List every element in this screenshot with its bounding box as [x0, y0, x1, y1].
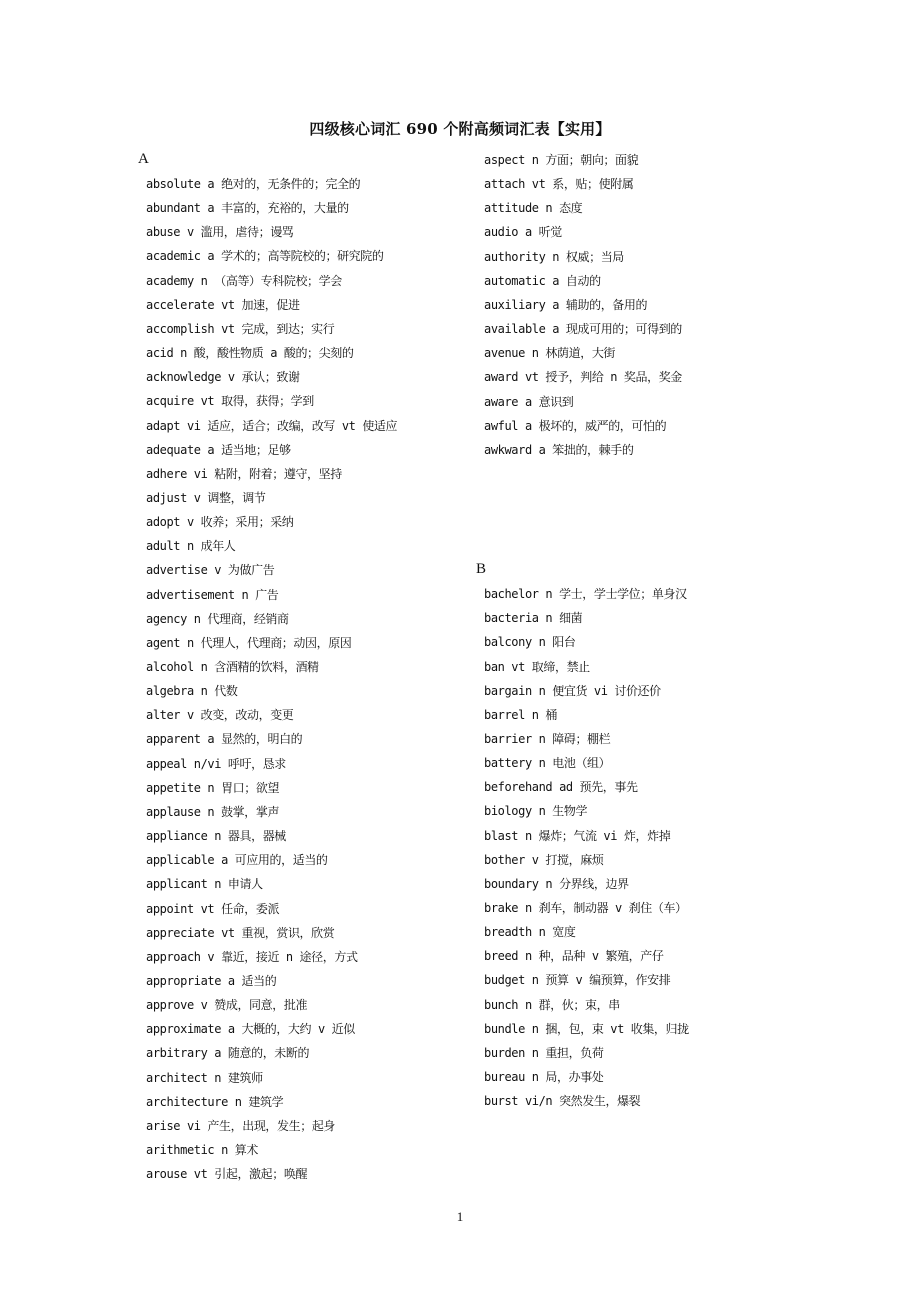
- vocab-entry: aspect n 方面；朝向；面貌: [484, 153, 639, 167]
- page-title: 四级核心词汇 690 个附高频词汇表【实用】: [309, 120, 611, 138]
- vocab-entry: adequate a 适当地；足够: [146, 442, 291, 457]
- vocab-entry: attitude n 态度: [484, 201, 583, 216]
- vocab-entry: accomplish vt 完成，到达；实行: [146, 321, 335, 336]
- vocab-entry: appetite n 胃口；欲望: [146, 780, 280, 795]
- vocab-entry: adult n 成年人: [146, 539, 236, 554]
- vocab-entry: arbitrary a 随意的，未断的: [146, 1046, 310, 1061]
- vocab-entry: avenue n 林荫道，大街: [484, 346, 616, 361]
- vocab-entry: adhere vi 粘附，附着；遵守，坚持: [146, 466, 342, 481]
- vocab-entry: arouse vt 引起，激起；唤醒: [146, 1167, 308, 1182]
- vocab-entry: bundle n 捆，包，束 vt 收集，归拢: [484, 1021, 689, 1036]
- vocab-entry: automatic a 自动的: [484, 273, 601, 288]
- vocab-entry: alter v 改变，改动，变更: [146, 708, 294, 723]
- vocab-entry: barrel n 桶: [484, 707, 558, 722]
- section-letter-b: B: [476, 561, 487, 577]
- vocab-entry: agent n 代理人，代理商；动因，原因: [146, 635, 352, 650]
- vocab-entry: approve v 赞成，同意，批准: [146, 998, 308, 1013]
- vocab-entry: applicable a 可应用的，适当的: [146, 853, 328, 868]
- vocab-entry: burst vi/n 突然发生，爆裂: [484, 1094, 641, 1109]
- vocab-entry: architect n 建筑师: [146, 1070, 263, 1085]
- vocab-entry: alcohol n 含酒精的饮料，酒精: [146, 660, 319, 674]
- vocab-entry: boundary n 分界线，边界: [484, 876, 629, 891]
- vocab-entry: audio a 听觉: [484, 225, 562, 240]
- vocab-entry: advertisement n 广告: [146, 587, 279, 602]
- vocab-entry: adapt vi 适应，适合；改编，改写 vt 使适应: [146, 418, 398, 433]
- vocab-entry: bureau n 局，办事处: [484, 1070, 604, 1084]
- vocab-entry: auxiliary a 辅助的，备用的: [484, 297, 648, 312]
- vocab-entry: academy n （高等）专科院校；学会: [146, 273, 342, 288]
- vocab-entry: ban vt 取缔，禁止: [484, 659, 590, 674]
- vocab-entry: battery n 电池（组）: [484, 756, 611, 770]
- vocab-entry: appliance n 器具，器械: [146, 829, 286, 843]
- vocab-entry: acid n 酸，酸性物质 a 酸的；尖刻的: [146, 346, 354, 360]
- vocab-entry: authority n 权威；当局: [484, 249, 624, 264]
- vocab-entry: bargain n 便宜货 vi 讨价还价: [484, 683, 661, 698]
- vocab-entry: brake n 刹车，制动器 v 刹住（车）: [484, 901, 687, 915]
- vocab-entry: adopt v 收养；采用；采纳: [146, 515, 294, 530]
- vocab-entry: absolute a 绝对的，无条件的；完全的: [146, 177, 361, 191]
- vocab-entry: arithmetic n 算术: [146, 1143, 258, 1157]
- vocab-entry: awkward a 笨拙的，棘手的: [484, 442, 634, 457]
- vocab-entry: beforehand ad 预先，事先: [484, 780, 638, 795]
- vocab-entry: approach v 靠近，接近 n 途径，方式: [146, 949, 358, 964]
- vocab-entry: appeal n/vi 呼吁，恳求: [146, 756, 286, 771]
- vocab-entry: budget n 预算 v 编预算，作安排: [484, 973, 671, 988]
- vocab-entry: abuse v 滥用，虐待；谩骂: [146, 225, 294, 240]
- vocab-entry: acknowledge v 承认；致谢: [146, 370, 300, 385]
- vocab-entry: bother v 打搅，麻烦: [484, 852, 604, 867]
- vocab-entry: accelerate vt 加速，促进: [146, 297, 300, 312]
- vocab-entry: adjust v 调整，调节: [146, 490, 266, 505]
- vocab-entry: appreciate vt 重视，赏识，欣赏: [146, 925, 335, 940]
- vocab-entry: algebra n 代数: [146, 684, 238, 699]
- page-number: 1: [456, 1209, 464, 1224]
- vocab-entry: awful a 极坏的，威严的，可怕的: [484, 418, 667, 433]
- vocab-entry: available a 现成可用的；可得到的: [484, 322, 682, 336]
- vocab-entry: arise vi 产生，出现，发生；起身: [146, 1118, 336, 1133]
- vocab-entry: acquire vt 取得，获得；学到: [146, 394, 314, 409]
- vocab-entry: bachelor n 学士，学士学位；单身汉: [484, 587, 687, 601]
- vocab-entry: applause n 鼓掌，掌声: [146, 804, 280, 819]
- vocab-entry: applicant n 申请人: [146, 877, 263, 892]
- vocab-entry: breadth n 宽度: [484, 925, 576, 940]
- vocab-entry: apparent a 显然的，明白的: [146, 732, 303, 747]
- vocab-entry: academic a 学术的；高等院校的；研究院的: [146, 249, 384, 264]
- vocab-entry: breed n 种，品种 v 繁殖，产仔: [484, 949, 664, 964]
- vocab-entry: barrier n 障碍；棚栏: [484, 731, 611, 746]
- vocab-entry: aware a 意识到: [484, 394, 574, 409]
- vocab-entry: bunch n 群，伙；束，串: [484, 997, 620, 1012]
- section-letter-a: A: [138, 151, 149, 167]
- vocab-entry: burden n 重担，负荷: [484, 1045, 604, 1060]
- vocab-entry: approximate a 大概的，大约 v 近似: [146, 1022, 355, 1037]
- vocab-entry: award vt 授予，判给 n 奖品，奖金: [484, 370, 682, 385]
- vocab-entry: architecture n 建筑学: [146, 1094, 284, 1109]
- vocab-entry: advertise v 为做广告: [146, 563, 275, 578]
- vocab-entry: appoint vt 任命，委派: [146, 901, 280, 916]
- vocab-entry: agency n 代理商，经销商: [146, 611, 289, 626]
- vocab-entry: bacteria n 细菌: [484, 611, 583, 626]
- vocab-entry: attach vt 系，贴；使附属: [484, 177, 634, 192]
- vocab-entry: blast n 爆炸；气流 vi 炸，炸掉: [484, 828, 671, 843]
- vocab-entry: abundant a 丰富的，充裕的，大量的: [146, 201, 349, 216]
- vocab-entry: balcony n 阳台: [484, 635, 576, 650]
- vocab-entry: appropriate a 适当的: [146, 973, 277, 988]
- vocab-entry: biology n 生物学: [484, 804, 588, 819]
